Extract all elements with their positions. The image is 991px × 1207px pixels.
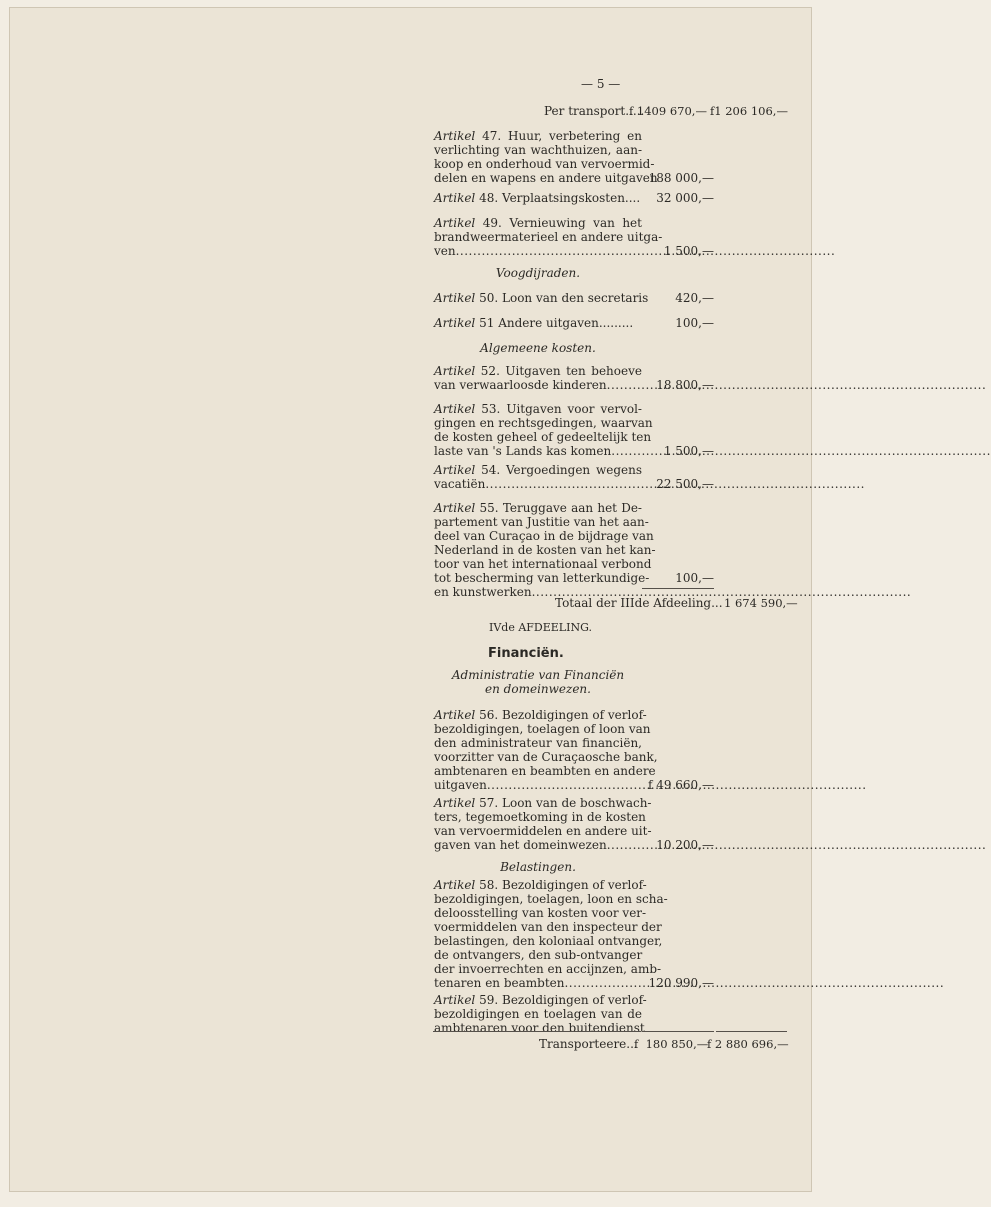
article-text: gaven van het domeinwezen: [434, 838, 607, 852]
article-label: Artikel: [434, 402, 476, 416]
article-58: [434, 878, 668, 990]
article-text: 53. Uitgaven voor vervol-: [481, 402, 642, 416]
article-text: brandweermaterieel en andere uitga-: [434, 230, 663, 244]
article-text: 51 Andere uitgaven.........: [479, 316, 634, 330]
article-51: [434, 316, 642, 330]
article-text: voermiddelen van den inspecteur der: [434, 920, 662, 934]
per-transport-label: Per transport.....: [544, 104, 645, 118]
article-text: der invoerrechten en accijnzen, amb-: [434, 962, 662, 976]
article-text: vacatiën: [434, 477, 486, 491]
article-label: Artikel: [434, 291, 476, 305]
article-label: Artikel: [434, 364, 476, 378]
article-text: Nederland in de kosten van het kan-: [434, 543, 656, 557]
amount-47: 188 000,—: [648, 171, 714, 185]
article-text: de kosten geheel of gedeeltelijk ten: [434, 430, 652, 444]
per-transport-col2: f1 206 106,—: [710, 104, 788, 118]
article-53: [434, 402, 653, 458]
article-text: 59. Bezoldigingen of verlof-: [479, 993, 647, 1007]
article-text: 52. Uitgaven ten behoeve: [480, 364, 642, 378]
per-transport-col1: f 1409 670,—: [629, 104, 707, 118]
article-text: van vervoermiddelen en andere uit-: [434, 824, 652, 838]
totaal-amount: 1 674 590,—: [724, 596, 798, 610]
article-48: [434, 191, 642, 205]
article-57: [434, 796, 652, 852]
article-text: deel van Curaçao in de bijdrage van: [434, 529, 654, 543]
totaal-label: Totaal der IIIde Afdeeling...: [555, 596, 723, 610]
heading-administratie-1: Administratie van Financiën: [451, 668, 625, 682]
article-text: delen en wapens en andere uitgaven: [434, 171, 658, 185]
amount-50: 420,—: [675, 291, 714, 305]
article-text: tenaren en beambten: [434, 976, 565, 990]
heading-voogdijraden: Voogdijraden.: [495, 266, 581, 280]
heading-administratie-2: en domeinwezen.: [485, 682, 591, 696]
article-text: ters, tegemoetkoming in de kosten: [434, 810, 646, 824]
transport-label: Transporteere...: [539, 1037, 638, 1051]
article-text: 55. Teruggave aan het De-: [479, 501, 642, 515]
article-55: [434, 501, 656, 599]
article-label: Artikel: [434, 878, 476, 892]
amount-57: 10 200,—: [656, 838, 714, 852]
amount-rule: [642, 1031, 714, 1032]
article-text: laste van 's Lands kas komen: [434, 444, 612, 458]
heading-financien: Financiën.: [488, 646, 564, 661]
heading-belastingen: Belastingen.: [500, 860, 576, 874]
article-text: 47. Huur, verbetering en: [482, 129, 642, 143]
heading-algemeene-kosten: Algemeene kosten.: [480, 341, 596, 355]
text-rule: [433, 1031, 641, 1032]
article-text: bezoldigingen, toelagen, loon en scha-: [434, 892, 668, 906]
article-label: Artikel: [434, 796, 476, 810]
article-text: toor van het internationaal verbond: [434, 557, 652, 571]
transport-col1: f 180 850,—: [634, 1037, 709, 1051]
article-text: den administrateur van financiën,: [434, 736, 642, 750]
article-text: van verwaarloosde kinderen: [434, 378, 607, 392]
article-label: Artikel: [434, 129, 476, 143]
article-label: Artikel: [434, 191, 476, 205]
amount-49: 1 500,—: [663, 244, 714, 258]
article-text: 56. Bezoldigingen of verlof-: [479, 708, 647, 722]
article-text: verlichting van wachthuizen, aan-: [434, 143, 642, 157]
article-49: [434, 216, 663, 258]
article-label: Artikel: [434, 463, 476, 477]
amount-53: 1 500,—: [663, 444, 714, 458]
article-text: en kunstwerken: [434, 585, 532, 599]
article-54: [434, 463, 642, 491]
total-rule: [716, 1031, 787, 1032]
article-label: Artikel: [434, 993, 476, 1007]
transport-col2: f 2 880 696,—: [707, 1037, 789, 1051]
article-label: Artikel: [434, 501, 476, 515]
article-text: bezoldigingen, toelagen of loon van: [434, 722, 651, 736]
article-text: 58. Bezoldigingen of verlof-: [479, 878, 647, 892]
article-text: belastingen, den koloniaal ontvanger,: [434, 934, 663, 948]
document-page: [9, 7, 812, 1192]
article-text: 50. Loon van den secretaris: [479, 291, 649, 305]
article-text: gingen en rechtsgedingen, waarvan: [434, 416, 653, 430]
article-label: Artikel: [434, 216, 476, 230]
article-label: Artikel: [434, 316, 476, 330]
amount-48: 32 000,—: [656, 191, 714, 205]
article-text: de ontvangers, den sub-ontvanger: [434, 948, 643, 962]
article-text: tot bescherming van letterkundige-: [434, 571, 650, 585]
article-text: 48. Verplaatsingskosten....: [479, 191, 641, 205]
amount-52: 18 800,—: [656, 378, 714, 392]
article-52: [434, 364, 642, 392]
leader-dots: [564, 976, 944, 990]
article-text: ambtenaren en beambten en andere: [434, 764, 656, 778]
article-text: koop en onderhoud van vervoermid-: [434, 157, 655, 171]
subtotal-rule: [642, 588, 714, 589]
article-text: deloosstelling van kosten voor ver-: [434, 906, 647, 920]
article-text: voorzitter van de Curaçaosche bank,: [434, 750, 658, 764]
heading-afdeeling: IVde AFDEELING.: [489, 621, 592, 634]
amount-55: 100,—: [675, 571, 714, 585]
article-47: [434, 129, 658, 185]
article-56: [434, 708, 658, 792]
article-text: 54. Vergoedingen wegens: [481, 463, 642, 477]
amount-56: f 49 660,—: [647, 778, 714, 792]
article-text: 57. Loon van de boschwach-: [479, 796, 652, 810]
article-label: Artikel: [434, 708, 476, 722]
page-number: — 5 —: [581, 77, 621, 91]
article-text: bezoldigingen en toelagen van de: [434, 1007, 642, 1021]
article-text: ambtenaren voor den buitendienst: [434, 1021, 645, 1035]
amount-58: 120 990,—: [648, 976, 714, 990]
article-59: [434, 993, 647, 1035]
amount-51: 100,—: [675, 316, 714, 330]
article-text: partement van Justitie van het aan-: [434, 515, 649, 529]
amount-54: 22 500,—: [656, 477, 714, 491]
article-text: uitgaven: [434, 778, 487, 792]
article-50: [434, 291, 649, 305]
article-text: 49. Vernieuwing van het: [482, 216, 642, 230]
article-text: ven: [434, 244, 456, 258]
